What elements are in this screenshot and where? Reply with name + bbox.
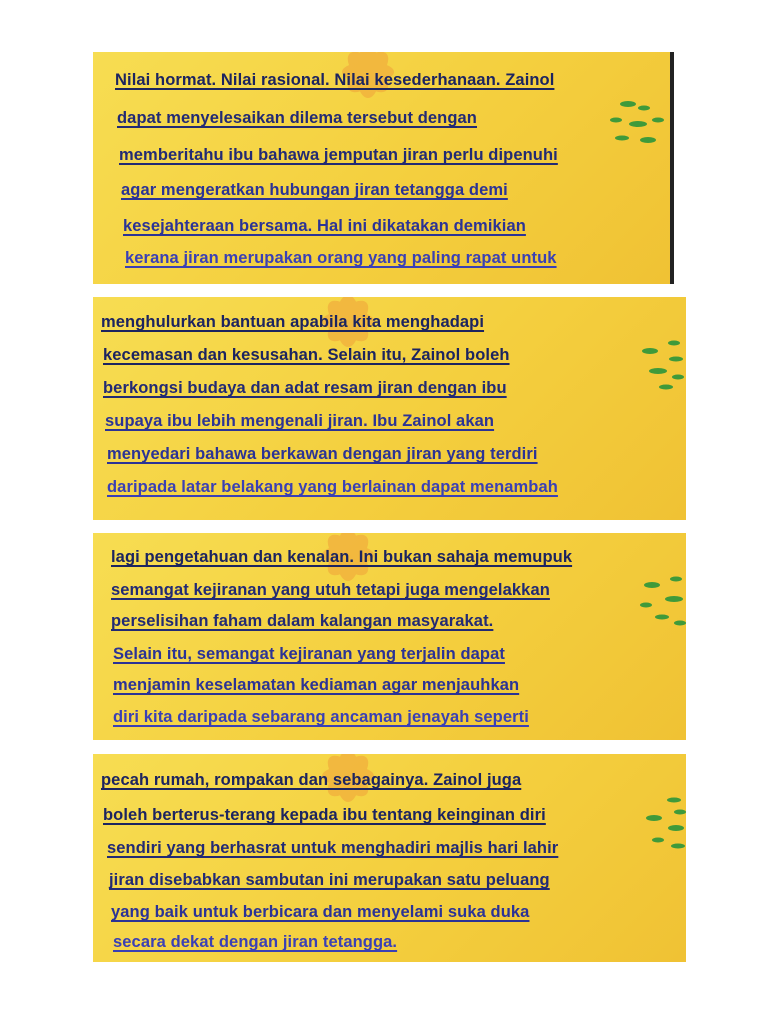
text-line: dapat menyelesaikan dilema tersebut dengan <box>117 109 477 127</box>
text-panel-3 <box>93 533 686 740</box>
text-line: sendiri yang berhasrat untuk menghadiri majlis hari lahir <box>107 839 559 857</box>
text-panel-4 <box>93 754 686 962</box>
text-line: semangat kejiranan yang utuh tetapi juga mengelakkan <box>111 581 550 599</box>
text-line: memberitahu ibu bahawa jemputan jiran perlu dipenuhi <box>119 146 558 164</box>
text-line: jiran disebabkan sambutan ini merupakan satu peluang <box>109 871 550 889</box>
leaf-decoration-icon <box>608 98 668 158</box>
text-line: Nilai hormat. Nilai rasional. Nilai kesederhanaan. Zainol <box>115 71 555 89</box>
leaf-decoration-icon <box>628 796 686 856</box>
text-line: Selain itu, semangat kejiranan yang terjalin dapat <box>113 645 505 663</box>
text-line: kerana jiran merupakan orang yang paling rapat untuk <box>125 249 557 267</box>
text-line: diri kita daripada sebarang ancaman jenayah seperti <box>113 708 529 726</box>
text-line: perselisihan faham dalam kalangan masyarakat. <box>111 612 494 630</box>
text-line: menyedari bahawa berkawan dengan jiran yang terdiri <box>107 445 538 463</box>
leaf-decoration-icon <box>628 337 686 397</box>
text-line: kecemasan dan kesusahan. Selain itu, Zainol boleh <box>103 346 510 364</box>
text-line: lagi pengetahuan dan kenalan. Ini bukan sahaja memupuk <box>111 548 573 566</box>
leaf-decoration-icon <box>628 575 686 635</box>
text-line: boleh berterus-terang kepada ibu tentang keinginan diri <box>103 806 546 824</box>
text-line: pecah rumah, rompakan dan sebagainya. Zainol juga <box>101 771 522 789</box>
text-line: menjamin keselamatan kediaman agar menjauhkan <box>113 676 520 694</box>
text-line: agar mengeratkan hubungan jiran tetangga demi <box>121 181 508 199</box>
text-line: berkongsi budaya dan adat resam jiran dengan ibu <box>103 379 507 397</box>
text-line: yang baik untuk berbicara dan menyelami suka duka <box>111 903 530 921</box>
text-line: daripada latar belakang yang berlainan dapat menambah <box>107 478 558 496</box>
text-line: menghulurkan bantuan apabila kita menghadapi <box>101 313 485 331</box>
text-line: supaya ibu lebih mengenali jiran. Ibu Zainol akan <box>105 412 495 430</box>
text-panel-2 <box>93 297 686 520</box>
text-panel-1 <box>93 52 674 284</box>
text-line: kesejahteraan bersama. Hal ini dikatakan demikian <box>123 217 526 235</box>
text-line: secara dekat dengan jiran tetangga. <box>113 933 398 951</box>
